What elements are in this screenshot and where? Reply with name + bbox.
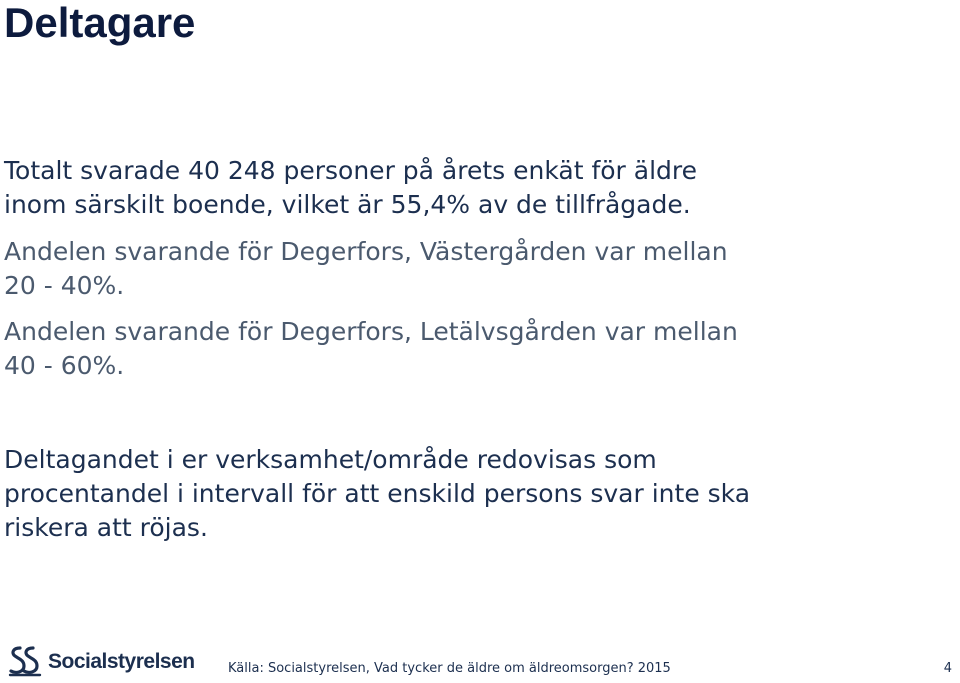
paragraph-total-responses (4, 154, 944, 222)
slide-title: Deltagare (4, 0, 196, 46)
socialstyrelsen-logo (6, 644, 195, 678)
paragraph-line: 40 - 60%. (4, 351, 125, 380)
paragraph-line: Andelen svarande för Degerfors, Västergården var mellan (4, 237, 728, 266)
paragraph-line: inom särskilt boende, vilket är 55,4% av de tillfrågade. (4, 190, 691, 219)
socialstyrelsen-logo-icon (6, 644, 44, 678)
paragraph-line: Totalt svarade 40 248 personer på årets enkät för äldre (4, 156, 698, 185)
paragraph-line: riskera att röjas. (4, 513, 208, 542)
source-citation: Källa: Socialstyrelsen, Vad tycker de äldre om äldreomsorgen? 2015 (228, 661, 671, 676)
paragraph-line: procentandel i intervall för att enskild persons svar inte ska (4, 479, 751, 508)
paragraph-line: 20 - 40%. (4, 271, 125, 300)
paragraph-participation-note (4, 443, 944, 545)
page-number: 4 (943, 661, 952, 676)
paragraph-letalvsgarden (4, 315, 944, 383)
paragraph-vastergarden (4, 235, 944, 303)
paragraph-line: Deltagandet i er verksamhet/område redovisas som (4, 445, 657, 474)
logo-wordmark: Socialstyrelsen (48, 649, 195, 673)
paragraph-line: Andelen svarande för Degerfors, Letälvsgården var mellan (4, 317, 738, 346)
